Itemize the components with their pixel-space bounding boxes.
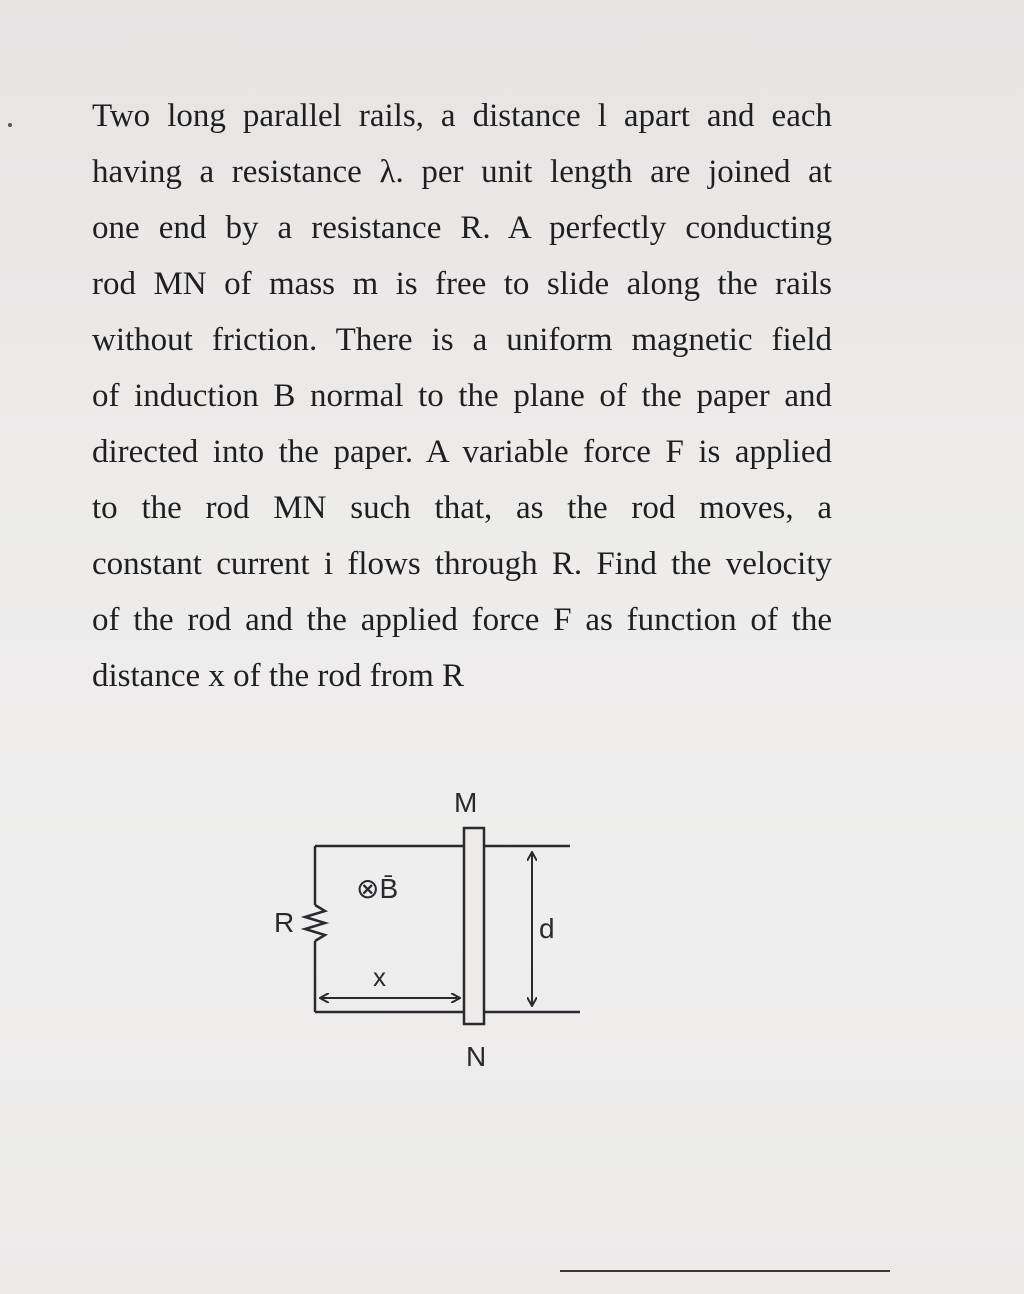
label-N: N bbox=[466, 1041, 487, 1072]
resistor-symbol bbox=[305, 905, 325, 941]
problem-text bbox=[92, 88, 832, 704]
problem-line-2: having a resistance λ. per unit length are joined at bbox=[92, 154, 832, 190]
label-d: d bbox=[539, 913, 555, 944]
problem-line-10: of the rod and the applied force F as function of the bbox=[92, 602, 832, 638]
circuit-diagram bbox=[260, 770, 600, 1080]
problem-line-1: Two long parallel rails, a distance l apart and each bbox=[92, 98, 832, 134]
problem-line-5: without friction. There is a uniform magnetic field bbox=[92, 322, 832, 358]
label-M: M bbox=[454, 787, 478, 818]
problem-line-9: constant current i flows through R. Find the velocity bbox=[92, 546, 832, 582]
bottom-rule bbox=[560, 1270, 890, 1272]
label-B-field: ⊗B̄ bbox=[356, 873, 399, 904]
problem-line-8: to the rod MN such that, as the rod moves, a bbox=[92, 490, 832, 526]
problem-line-6: of induction B normal to the plane of the paper and bbox=[92, 378, 832, 414]
problem-line-11: distance x of the rod from R bbox=[92, 658, 465, 694]
problem-line-7: directed into the paper. A variable force F is applied bbox=[92, 434, 832, 470]
bullet-mark bbox=[8, 123, 12, 127]
label-x: x bbox=[373, 962, 386, 992]
label-R: R bbox=[274, 907, 295, 938]
problem-line-3: one end by a resistance R. A perfectly conducting bbox=[92, 210, 832, 246]
problem-line-4: rod MN of mass m is free to slide along the rails bbox=[92, 266, 832, 302]
rod-MN bbox=[464, 828, 484, 1024]
